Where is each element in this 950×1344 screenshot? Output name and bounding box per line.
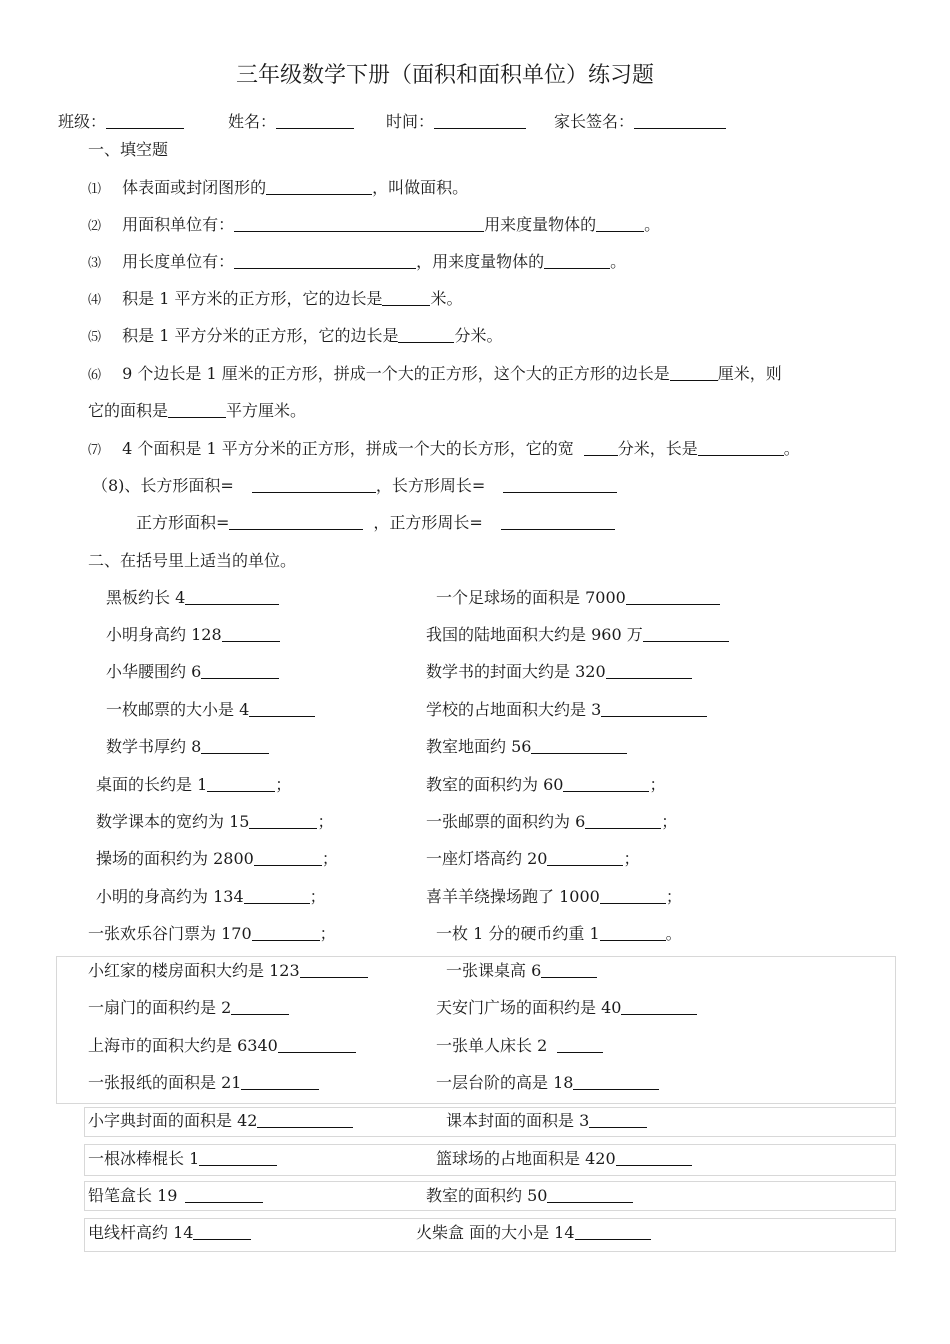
- unit-item-left: [106, 737, 269, 757]
- question-3: [88, 252, 626, 274]
- q5-number: ⑸: [88, 330, 102, 345]
- q7-text-mid: 分米，长是: [617, 439, 698, 458]
- item-text: 小明的身高约为 134: [96, 887, 244, 906]
- answer-blank[interactable]: [231, 998, 289, 1015]
- answer-blank[interactable]: [589, 1111, 647, 1128]
- page-title: 三年级数学下册（面积和面积单位）练习题: [236, 63, 655, 88]
- unit-item-right: [436, 924, 682, 944]
- q2-blank-2[interactable]: [596, 215, 644, 232]
- item-text: 一扇门的面积约是 2: [88, 998, 232, 1017]
- q4-text-end: 米。: [430, 289, 463, 308]
- question-6: [88, 364, 782, 386]
- class-label: 班级：: [58, 112, 107, 131]
- answer-blank[interactable]: [616, 1149, 692, 1166]
- q5-blank[interactable]: [398, 326, 454, 343]
- item-text: 篮球场的占地面积是 420: [436, 1149, 616, 1168]
- time-group: [386, 112, 526, 132]
- unit-item-right: [446, 1111, 647, 1131]
- semicolon: ；: [649, 775, 666, 794]
- item-text: 一张欢乐谷门票为 170: [88, 924, 252, 943]
- answer-blank[interactable]: [557, 1036, 603, 1053]
- class-field[interactable]: [106, 112, 184, 129]
- item-text: 教室地面约 56: [426, 737, 532, 756]
- item-text: 小红家的楼房面积大约是 123: [88, 961, 300, 980]
- answer-blank[interactable]: [541, 961, 597, 978]
- answer-blank[interactable]: [252, 924, 320, 941]
- unit-item-right: [426, 662, 692, 682]
- name-field[interactable]: [276, 112, 354, 129]
- unit-item-right: [436, 1149, 692, 1169]
- unit-item-left: [106, 625, 280, 645]
- answer-blank[interactable]: [185, 588, 279, 605]
- item-text: 一根冰棒棍长 1: [88, 1149, 200, 1168]
- answer-blank[interactable]: [199, 1149, 277, 1166]
- unit-item-left: [88, 1223, 251, 1243]
- unit-item-right: [446, 961, 597, 981]
- semicolon: ；: [317, 812, 334, 831]
- answer-blank[interactable]: [185, 1186, 263, 1203]
- q4-text: 积是 1 平方米的正方形，它的边长是: [122, 289, 383, 308]
- q5-text: 积是 1 平方分米的正方形，它的边长是: [122, 326, 399, 345]
- parent-group: [554, 112, 726, 132]
- item-text: 火柴盒 面的大小是 14: [416, 1223, 575, 1242]
- item-text: 一枚邮票的大小是 4: [106, 700, 250, 719]
- item-text: 一张报纸的面积是 21: [88, 1073, 242, 1092]
- unit-item-right: [416, 1223, 651, 1243]
- q6-blank-2[interactable]: [168, 401, 226, 418]
- parent-signature-field[interactable]: [634, 112, 726, 129]
- answer-blank[interactable]: [626, 588, 720, 605]
- q7-text: 4 个面积是 1 平方分米的正方形，拼成一个大的长方形，它的宽: [122, 439, 574, 458]
- question-8: [92, 476, 617, 496]
- answer-blank[interactable]: [573, 1073, 659, 1090]
- item-text: 一个足球场的面积是 7000: [436, 588, 626, 607]
- answer-blank[interactable]: [300, 961, 368, 978]
- section1-heading: 一、填空题: [88, 140, 169, 159]
- answer-blank[interactable]: [207, 775, 275, 792]
- unit-item-right: [426, 700, 707, 720]
- unit-item-left: [88, 1149, 277, 1169]
- semicolon: ；: [319, 924, 336, 943]
- q7-number: ⑺: [88, 443, 102, 458]
- unit-item-left: [88, 961, 368, 981]
- answer-blank[interactable]: [575, 1223, 651, 1240]
- q2-text-end: 。: [644, 215, 661, 234]
- unit-item-left: [88, 1073, 319, 1093]
- item-text: 小字典封面的面积是 42: [88, 1111, 258, 1130]
- answer-blank[interactable]: [585, 812, 661, 829]
- item-text: 小明身高约 128: [106, 625, 222, 644]
- unit-item-right: [426, 737, 627, 757]
- question-1: [88, 178, 468, 200]
- q3-blank-1[interactable]: [234, 252, 416, 269]
- answer-blank[interactable]: [222, 625, 280, 642]
- q6-number: ⑹: [88, 368, 102, 383]
- unit-item-right: [426, 849, 639, 869]
- name-label: 姓名：: [228, 112, 277, 131]
- item-text: 天安门广场的面积约是 40: [436, 998, 622, 1017]
- q2-blank-1[interactable]: [234, 215, 484, 232]
- q8-square-perimeter-blank[interactable]: [501, 513, 615, 530]
- unit-item-right: [436, 588, 720, 608]
- q6-text-mid: 厘米，则: [717, 364, 782, 383]
- q6-text-end: 平方厘米。: [226, 401, 307, 420]
- answer-blank[interactable]: [547, 849, 623, 866]
- unit-item-left: [88, 1036, 356, 1056]
- answer-blank[interactable]: [531, 737, 627, 754]
- item-text: 一张课桌高 6: [446, 961, 542, 980]
- unit-item-right: [426, 625, 729, 645]
- answer-blank[interactable]: [563, 775, 649, 792]
- item-text: 数学书的封面大约是 320: [426, 662, 606, 681]
- q4-number: ⑷: [88, 293, 102, 308]
- unit-item-left: [106, 588, 279, 608]
- answer-blank[interactable]: [249, 700, 315, 717]
- answer-blank[interactable]: [249, 812, 317, 829]
- semicolon: ；: [321, 849, 338, 868]
- item-text: 黑板约长 4: [106, 588, 186, 607]
- item-text: 操场的面积约为 2800: [96, 849, 254, 868]
- semicolon: ；: [665, 887, 682, 906]
- period: 。: [665, 924, 682, 943]
- unit-item-left: [96, 775, 291, 795]
- item-text: 桌面的长约是 1: [96, 775, 208, 794]
- question-8-cont: [136, 513, 615, 533]
- unit-item-left: [96, 849, 338, 869]
- q8-square-perimeter-label: ，正方形周长=: [373, 513, 483, 532]
- answer-blank[interactable]: [600, 924, 666, 941]
- q8-square-area-blank[interactable]: [229, 513, 363, 530]
- semicolon: ；: [309, 887, 326, 906]
- question-6-cont: [88, 401, 306, 421]
- answer-blank[interactable]: [600, 887, 666, 904]
- item-text: 一层台阶的高是 18: [436, 1073, 574, 1092]
- q7-text-end: 。: [783, 439, 800, 458]
- q6-blank-1[interactable]: [670, 364, 718, 381]
- time-field[interactable]: [434, 112, 526, 129]
- name-group: [228, 112, 354, 132]
- unit-item-left: [88, 1186, 263, 1206]
- item-text: 数学课本的宽约为 15: [96, 812, 250, 831]
- answer-blank[interactable]: [257, 1111, 353, 1128]
- q4-blank[interactable]: [382, 289, 430, 306]
- unit-item-left: [88, 998, 289, 1018]
- item-text: 喜羊羊绕操场跑了 1000: [426, 887, 600, 906]
- unit-item-right: [426, 887, 682, 907]
- answer-blank[interactable]: [547, 1186, 633, 1203]
- q1-text: 体表面或封闭图形的: [122, 178, 267, 197]
- q2-number: ⑵: [88, 219, 102, 234]
- q3-text: 用长度单位有：: [122, 252, 235, 271]
- answer-blank[interactable]: [643, 625, 729, 642]
- unit-item-right: [426, 1186, 633, 1206]
- item-text: 数学书厚约 8: [106, 737, 202, 756]
- answer-blank[interactable]: [278, 1036, 356, 1053]
- header-info: [58, 112, 184, 132]
- answer-blank[interactable]: [621, 998, 697, 1015]
- q6-text: 9 个边长是 1 厘米的正方形，拼成一个大的正方形，这个大的正方形的边长是: [122, 364, 670, 383]
- answer-blank[interactable]: [244, 887, 310, 904]
- answer-blank[interactable]: [254, 849, 322, 866]
- question-5: [88, 326, 502, 348]
- item-text: 课本封面的面积是 3: [446, 1111, 590, 1130]
- unit-item-left: [96, 887, 326, 907]
- item-text: 一张单人床长 2: [436, 1036, 548, 1055]
- item-text: 一张邮票的面积约为 6: [426, 812, 586, 831]
- item-text: 一座灯塔高约 20: [426, 849, 548, 868]
- question-4: [88, 289, 462, 311]
- item-text: 教室的面积约为 60: [426, 775, 564, 794]
- answer-blank[interactable]: [606, 662, 692, 679]
- item-text: 学校的占地面积大约是 3: [426, 700, 602, 719]
- item-text: 电线杆高约 14: [88, 1223, 194, 1242]
- answer-blank[interactable]: [601, 700, 707, 717]
- q1-text-end: ，叫做面积。: [372, 178, 469, 197]
- q3-text-mid: ，用来度量物体的: [416, 252, 545, 271]
- q3-blank-2[interactable]: [544, 252, 610, 269]
- unit-item-right: [436, 1036, 603, 1056]
- q8-rect-perimeter-label: ，长方形周长=: [375, 476, 486, 495]
- item-text: 上海市的面积大约是 6340: [88, 1036, 278, 1055]
- q8-rect-area-label: （8)、长方形面积=: [92, 476, 234, 495]
- unit-item-right: [426, 812, 677, 832]
- q7-blank-2[interactable]: [698, 439, 784, 456]
- parent-label: 家长签名：: [554, 112, 635, 131]
- q1-number: ⑴: [88, 182, 102, 197]
- item-text: 一枚 1 分的硬币约重 1: [436, 924, 600, 943]
- q8-square-area-label: 正方形面积=: [136, 513, 230, 532]
- q3-text-end: 。: [610, 252, 627, 271]
- semicolon: ；: [623, 849, 640, 868]
- q2-text-mid: 用来度量物体的: [484, 215, 597, 234]
- semicolon: ；: [275, 775, 292, 794]
- q5-text-end: 分米。: [454, 326, 503, 345]
- section2-heading: 二、在括号里上适当的单位。: [88, 551, 297, 570]
- q6-text-2: 它的面积是: [88, 401, 169, 420]
- item-text: 我国的陆地面积大约是 960 万: [426, 625, 643, 644]
- unit-item-left: [88, 924, 336, 944]
- q3-number: ⑶: [88, 256, 102, 271]
- item-text: 铅笔盒长 19: [88, 1186, 178, 1205]
- unit-item-left: [106, 700, 315, 720]
- q1-blank[interactable]: [266, 178, 372, 195]
- time-label: 时间：: [386, 112, 435, 131]
- unit-item-right: [426, 775, 665, 795]
- answer-blank[interactable]: [241, 1073, 319, 1090]
- answer-blank[interactable]: [201, 737, 269, 754]
- unit-item-left: [96, 812, 333, 832]
- item-text: 小华腰围约 6: [106, 662, 202, 681]
- unit-item-right: [436, 998, 697, 1018]
- unit-item-left: [106, 662, 279, 682]
- q8-rect-perimeter-blank[interactable]: [503, 476, 617, 493]
- question-2: [88, 215, 660, 237]
- q7-blank-1[interactable]: [584, 439, 618, 456]
- unit-item-left: [88, 1111, 353, 1131]
- answer-blank[interactable]: [193, 1223, 251, 1240]
- answer-blank[interactable]: [201, 662, 279, 679]
- unit-item-right: [436, 1073, 659, 1093]
- semicolon: ；: [661, 812, 678, 831]
- item-text: 教室的面积约 50: [426, 1186, 548, 1205]
- q8-rect-area-blank[interactable]: [252, 476, 376, 493]
- question-7: [88, 439, 800, 461]
- q2-text: 用面积单位有：: [122, 215, 235, 234]
